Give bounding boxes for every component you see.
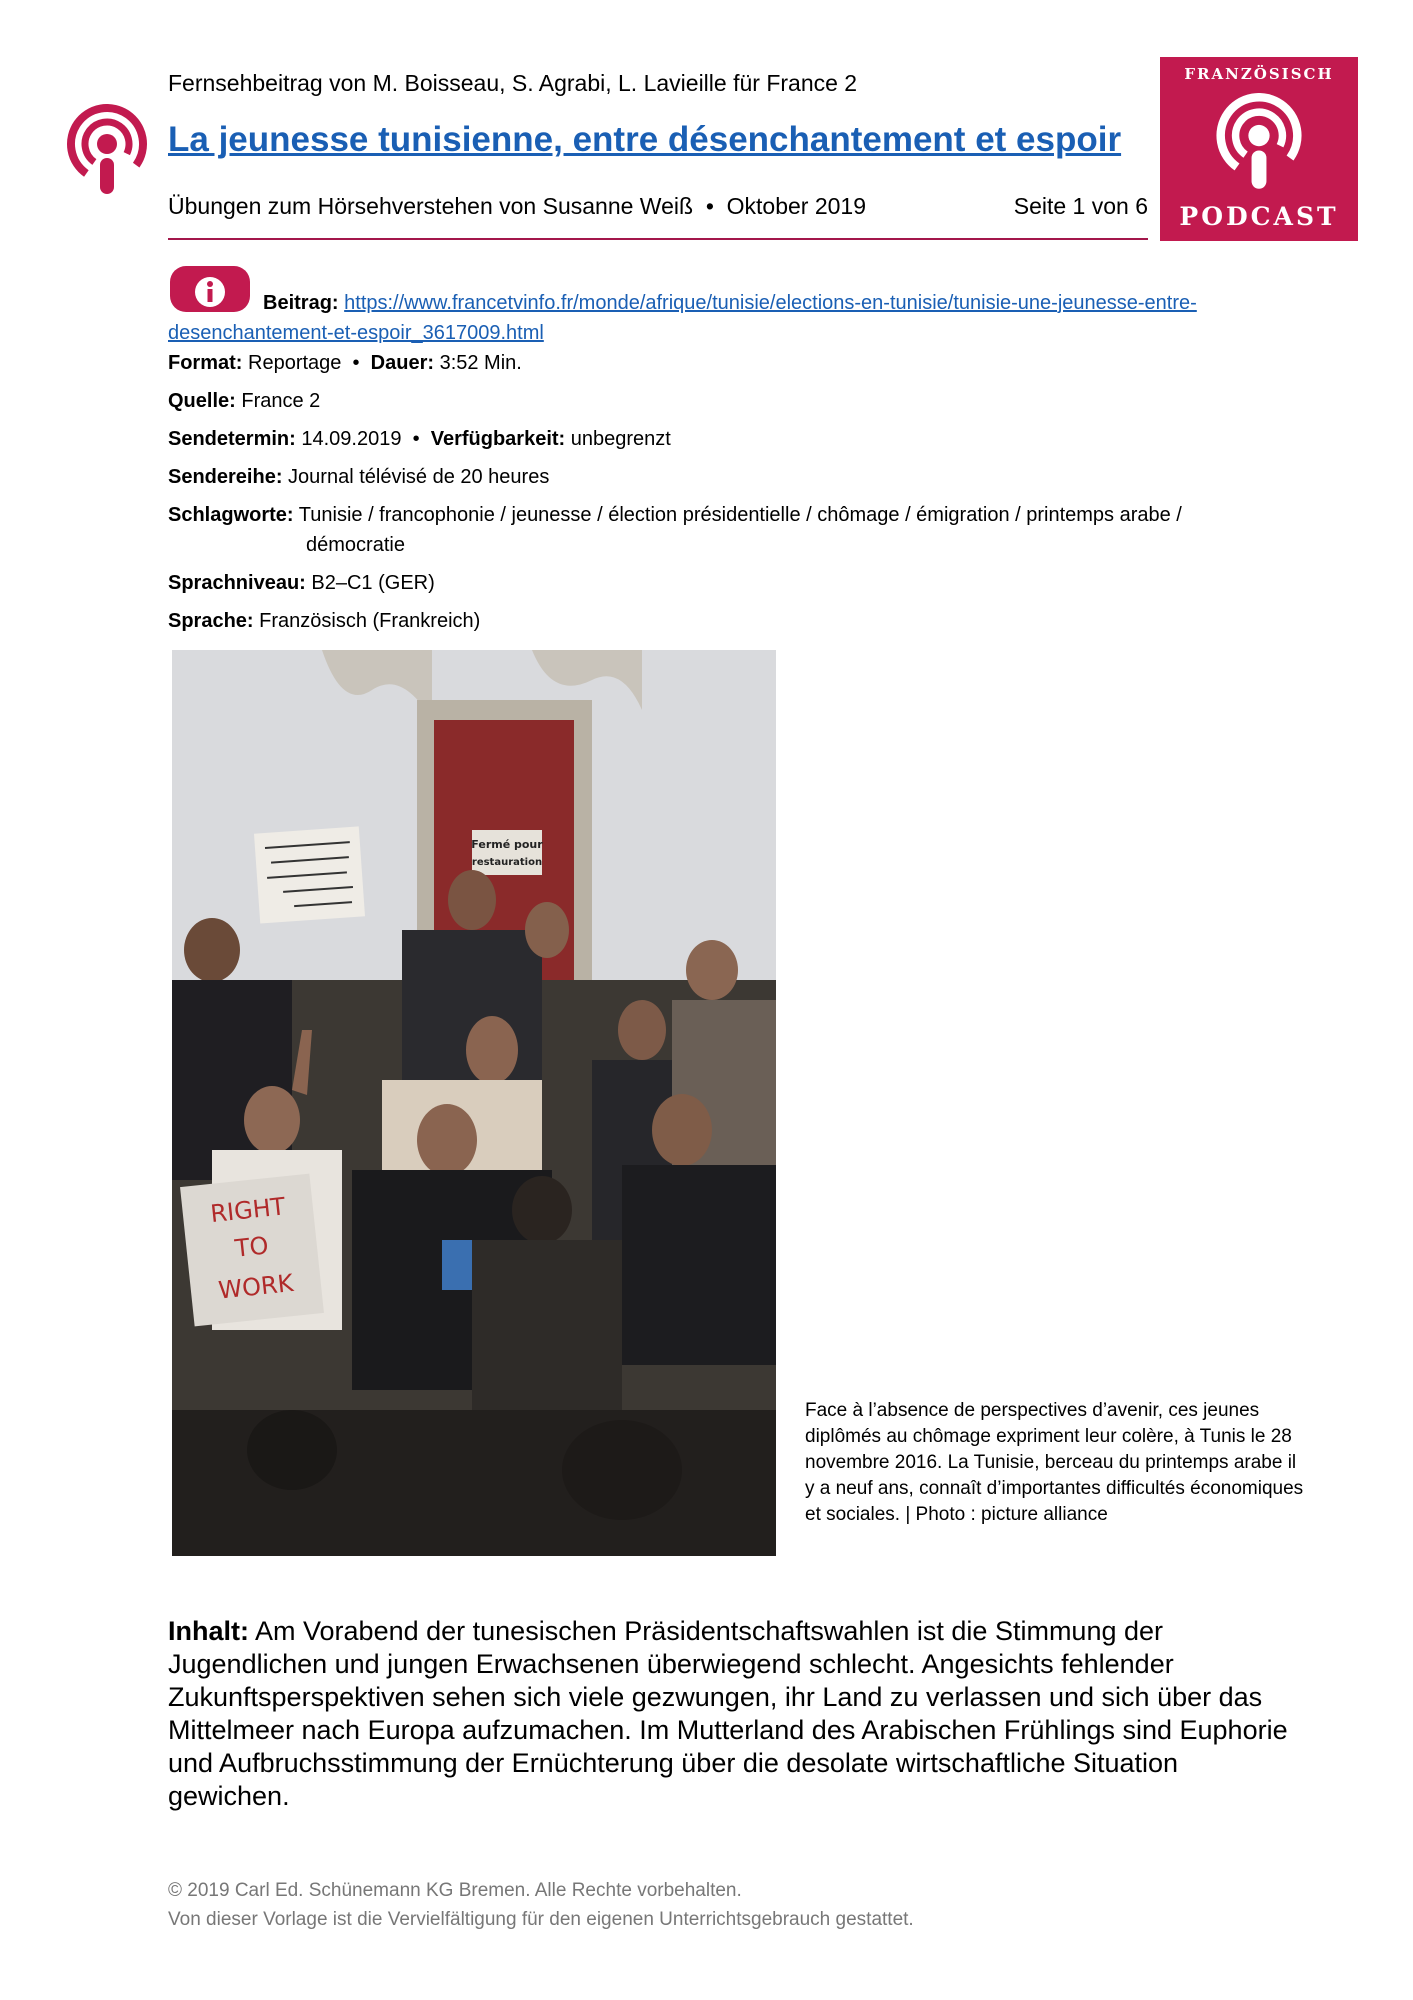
header-divider: [168, 238, 1148, 240]
page-indicator: Seite 1 von 6: [1013, 193, 1148, 219]
sendereihe-label: Sendereihe:: [168, 466, 283, 488]
protest-sign-line2: TO: [233, 1231, 270, 1263]
badge-language: FRANZÖSISCH: [1184, 65, 1334, 83]
door-sign-line2: restauration: [471, 857, 543, 868]
format-value: Reportage: [248, 352, 342, 374]
protest-sign-line3: WORK: [217, 1268, 295, 1305]
sendetermin-label: Sendetermin:: [168, 428, 296, 450]
info-format: Format: Reportage • Dauer: 3:52 Min.: [168, 352, 522, 374]
info-sendetermin: Sendetermin: 14.09.2019 • Verfügbarkeit: unbegrenzt: [168, 428, 671, 450]
info-beitrag: [168, 288, 1268, 348]
content-summary: [168, 1615, 1298, 1813]
inhalt-text: Am Vorabend der tunesischen Präsidentschaftswahlen ist die Stimmung der Jugendlichen und jungen Erwachsenen überwiegend schlecht. Angesichts fehlender Zukunftsperspektiven sehen sich viele gezwungen, ihr Land zu verlassen und sich über das Mittelmeer nach Europa aufzumachen. Im Mutterland des Arabischen Frühlings sind Euphorie und Aufbruchsstimmung der Ernüchterung über die desolate wirtschaftliche Situation gewichen.: [168, 1616, 1288, 1811]
format-label: Format:: [168, 352, 243, 374]
podcast-badge: [1160, 57, 1358, 241]
protest-sign-line1: RIGHT: [209, 1192, 287, 1229]
info-sendereihe: [168, 462, 549, 492]
verfuegbarkeit-label: Verfügbarkeit:: [430, 428, 566, 450]
inhalt-label: Inhalt:: [168, 1616, 249, 1646]
dauer-value: 3:52 Min.: [439, 352, 522, 374]
usage-note: Von dieser Vorlage ist die Vervielfältigung für den eigenen Unterrichtsgebrauch gestattet.: [168, 1909, 914, 1930]
info-schlagworte: [168, 500, 1308, 560]
schlagworte-label: Schlagworte:: [168, 504, 294, 526]
schlagworte-value: Tunisie / francophonie / jeunesse / élection présidentielle / chômage / émigration / printemps arabe /: [298, 504, 1182, 526]
door-sign-line1: Fermé pour: [471, 838, 543, 851]
verfuegbarkeit-value: unbegrenzt: [570, 428, 671, 450]
beitrag-link[interactable]: https://www.francetvinfo.fr/monde/afrique/tunisie/elections-en-tunisie/tunisie-une-jeunesse-entre-: [344, 292, 1197, 314]
sendereihe-value: Journal télévisé de 20 heures: [288, 466, 550, 488]
protest-photo: [172, 650, 776, 1556]
page-title[interactable]: La jeunesse tunisienne, entre désenchantement et espoir: [168, 120, 1122, 159]
sendetermin-value: 14.09.2019: [301, 428, 402, 450]
info-sprache: [168, 606, 480, 636]
dauer-label: Dauer:: [370, 352, 435, 374]
quelle-value: France 2: [241, 390, 321, 412]
quelle-label: Quelle:: [168, 390, 236, 412]
sprache-label: Sprache:: [168, 610, 254, 632]
sprachniveau-label: Sprachniveau:: [168, 572, 306, 594]
schlagworte-value-cont: démocratie: [306, 534, 405, 556]
info-sprachniveau: [168, 568, 435, 598]
sprachniveau-value: B2–C1 (GER): [311, 572, 435, 594]
podcast-icon: [1209, 93, 1309, 193]
badge-label: PODCAST: [1179, 202, 1339, 231]
beitrag-link-cont[interactable]: desenchantement-et-espoir_3617009.html: [168, 322, 544, 344]
copyright-line: © 2019 Carl Ed. Schünemann KG Bremen. Alle Rechte vorbehalten.: [168, 1880, 742, 1901]
subtitle-text: Übungen zum Hörsehverstehen von Susanne Weiß • Oktober 2019: [168, 193, 867, 219]
photo-caption: Face à l’absence de perspectives d’avenir, ces jeunes diplômés au chômage expriment leur colère, à Tunis le 28 novembre 2016. La Tunisie, berceau du printemps arabe il y a neuf ans, connaît d’importantes difficultés économiques et sociales. | Photo : picture alliance: [805, 1400, 1304, 1525]
info-quelle: [168, 386, 320, 416]
author-credit: Fernsehbeitrag von M. Boisseau, S. Agrabi, L. Lavieille für France 2: [168, 70, 858, 96]
subtitle-line: [168, 193, 1148, 220]
beitrag-label: Beitrag:: [263, 292, 339, 314]
podcast-icon: [60, 104, 154, 198]
sprache-value: Französisch (Frankreich): [259, 610, 481, 632]
